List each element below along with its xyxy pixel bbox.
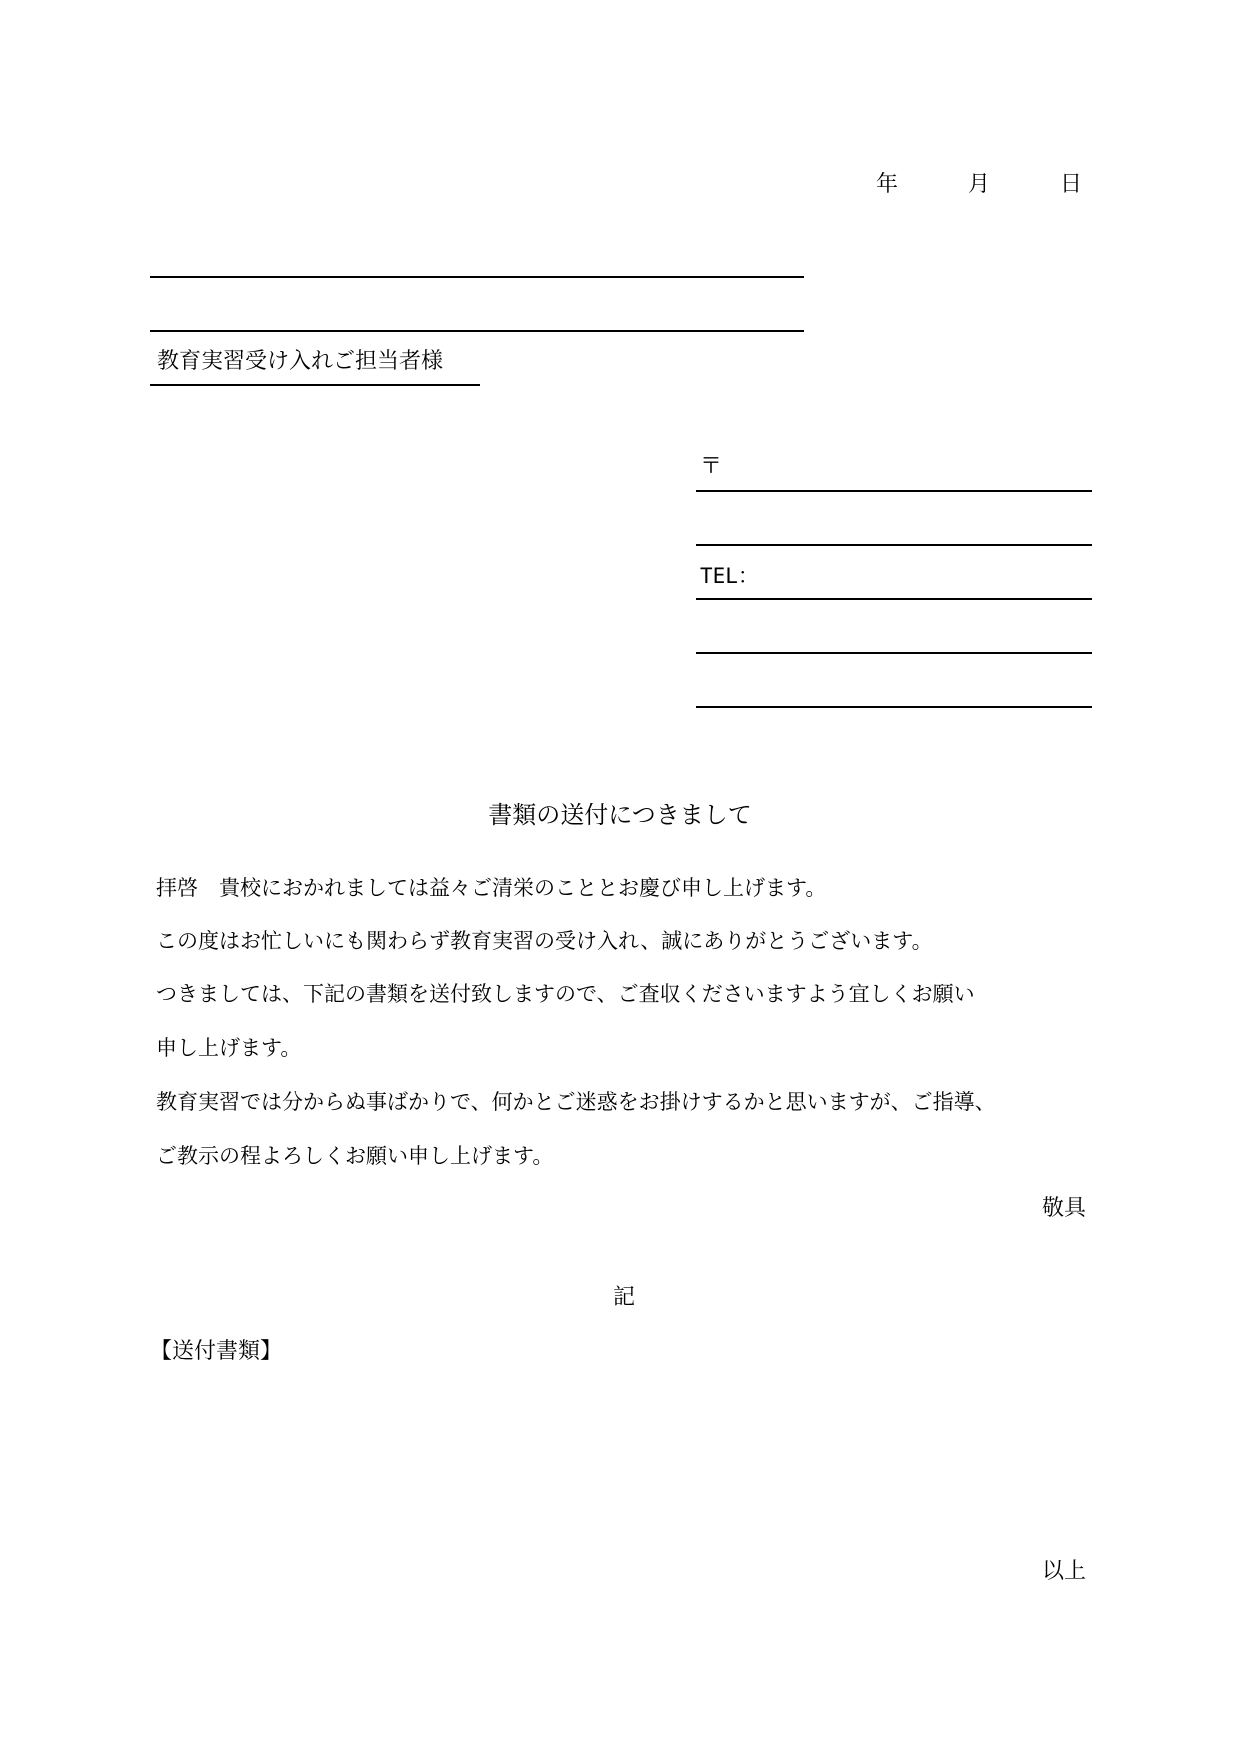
date-month-label: 月 xyxy=(968,172,991,197)
end-mark: 以上 xyxy=(1042,1559,1087,1584)
date-year-label: 年 xyxy=(876,172,899,197)
ki-heading: 記 xyxy=(613,1285,636,1310)
enclosure-heading: 【送付書類】 xyxy=(150,1339,283,1364)
recipient-line-2[interactable] xyxy=(150,330,804,332)
body-line-2: この度はお忙しいにも関わらず教育実習の受け入れ、誠にありがとうございます。 xyxy=(156,929,933,953)
document-title: 書類の送付につきまして xyxy=(488,801,752,829)
body-line-5: 教育実習では分からぬ事ばかりで、何かとご迷惑をお掛けするかと思いますが、ご指導、 xyxy=(156,1090,996,1114)
sender-line-5[interactable] xyxy=(696,706,1092,708)
closing-keigu: 敬具 xyxy=(1042,1196,1087,1221)
recipient-line-1[interactable] xyxy=(150,276,804,278)
sender-line-address[interactable] xyxy=(696,544,1092,546)
postal-mark: 〒 xyxy=(700,454,723,479)
addressee: 教育実習受け入れご担当者様 xyxy=(157,349,444,374)
addressee-underline xyxy=(150,384,480,386)
body-line-4: 申し上げます。 xyxy=(156,1036,302,1060)
sender-line-4[interactable] xyxy=(696,652,1092,654)
body-line-1: 拝啓 貴校におかれましては益々ご清栄のこととお慶び申し上げます。 xyxy=(156,876,827,900)
date-day-label: 日 xyxy=(1060,172,1083,197)
tel-label: TEL： xyxy=(700,564,759,588)
body-line-3: つきましては、下記の書類を送付致しますので、ご査収くださいますよう宜しくお願い xyxy=(156,982,975,1006)
sender-line-postal[interactable] xyxy=(696,490,1092,492)
sender-line-tel[interactable] xyxy=(696,598,1092,600)
body-line-6: ご教示の程よろしくお願い申し上げます。 xyxy=(156,1144,554,1168)
